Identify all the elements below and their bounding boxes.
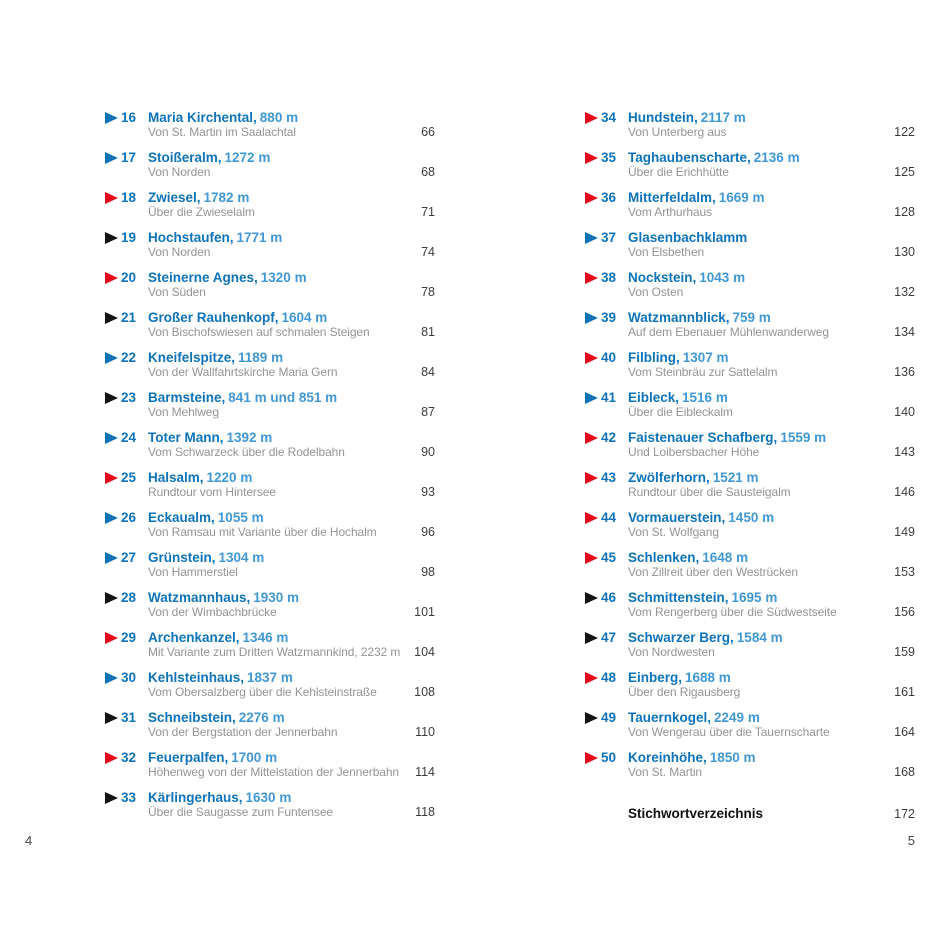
toc-entry [105, 790, 435, 820]
tour-number: 16 [121, 110, 137, 125]
tour-elevation: 880 m [259, 110, 299, 125]
difficulty-triangle-icon [105, 512, 118, 524]
tour-name: Archenkanzel, [148, 630, 240, 645]
tour-title [628, 270, 915, 285]
toc-entry [105, 350, 435, 380]
tour-subtitle: Über die Erichhütte [628, 165, 729, 179]
tour-subtitle: Und Loibersbacher Höhe [628, 445, 760, 459]
difficulty-triangle-icon [585, 632, 598, 644]
tour-title [148, 790, 435, 805]
difficulty-triangle-icon [585, 672, 598, 684]
tour-subtitle: Mit Variante zum Dritten Watzmannkind, 2232 m [148, 645, 401, 659]
tour-page-number: 104 [414, 645, 435, 659]
tour-number: 35 [601, 150, 617, 165]
tour-page-number: 96 [421, 525, 435, 539]
tour-number: 39 [601, 310, 617, 325]
toc-entry [105, 550, 435, 580]
tour-name: Schneibstein, [148, 710, 236, 725]
toc-entry [585, 270, 915, 300]
tour-number: 22 [121, 350, 137, 365]
tour-elevation: 1850 m [709, 750, 756, 765]
tour-subtitle: Von Elsbethen [628, 245, 705, 259]
difficulty-triangle-icon [585, 552, 598, 564]
tour-number: 44 [601, 510, 617, 525]
tour-title [628, 510, 915, 525]
tour-number: 34 [601, 110, 617, 125]
tour-page-number: 140 [894, 405, 915, 419]
toc-entry [585, 710, 915, 740]
toc-entry [585, 230, 915, 260]
difficulty-triangle-icon [105, 792, 118, 804]
index-row [585, 806, 915, 821]
tour-title [148, 750, 435, 765]
toc-entry [585, 350, 915, 380]
tour-name: Tauernkogel, [628, 710, 712, 725]
tour-name: Grünstein, [148, 550, 216, 565]
tour-number: 48 [601, 670, 617, 685]
difficulty-triangle-icon [585, 432, 598, 444]
tour-title [148, 150, 435, 165]
tour-subtitle: Vom Steinbräu zur Sattelalm [628, 365, 778, 379]
index-page-number: 172 [894, 807, 915, 821]
tour-name: Watzmannhaus, [148, 590, 251, 605]
toc-entry [105, 190, 435, 220]
tour-elevation: 1450 m [728, 510, 775, 525]
tour-number: 41 [601, 390, 617, 405]
tour-elevation: 1516 m [682, 390, 728, 405]
tour-subtitle: Über die Eibleckalm [628, 405, 733, 419]
tour-name: Koreinhöhe, [628, 750, 707, 765]
difficulty-triangle-icon [105, 712, 118, 724]
tour-elevation: 1837 m [247, 670, 293, 685]
tour-name: Barmsteine, [148, 390, 226, 405]
tour-subtitle: Vom Arthurhaus [628, 205, 712, 219]
tour-elevation: 1220 m [206, 470, 253, 485]
tour-name: Glasenbachklamm [628, 230, 748, 245]
tour-elevation: 1346 m [242, 630, 289, 645]
difficulty-triangle-icon [585, 152, 598, 164]
toc-entry [585, 390, 915, 420]
tour-title [628, 470, 915, 485]
difficulty-triangle-icon [585, 112, 598, 124]
difficulty-triangle-icon [105, 672, 118, 684]
difficulty-triangle-icon [585, 392, 598, 404]
tour-elevation: 1392 m [226, 430, 273, 445]
tour-name: Toter Mann, [148, 430, 224, 445]
toc-entry [105, 750, 435, 780]
difficulty-triangle-icon [585, 592, 598, 604]
tour-title [148, 310, 435, 325]
difficulty-triangle-icon [585, 272, 598, 284]
tour-title [148, 430, 435, 445]
tour-page-number: 66 [421, 125, 435, 139]
tour-page-number: 149 [894, 525, 915, 539]
toc-entry [105, 510, 435, 540]
tour-number: 33 [121, 790, 137, 805]
toc-entry [105, 270, 435, 300]
tour-title [628, 750, 915, 765]
difficulty-triangle-icon [585, 352, 598, 364]
tour-subtitle: Von Osten [628, 285, 684, 299]
tour-name: Kehlsteinhaus, [148, 670, 245, 685]
tour-name: Steinerne Agnes, [148, 270, 258, 285]
difficulty-triangle-icon [585, 752, 598, 764]
tour-title [628, 590, 915, 605]
tour-number: 50 [601, 750, 617, 765]
tour-title [148, 110, 435, 125]
toc-entry [105, 710, 435, 740]
tour-number: 47 [601, 630, 617, 645]
folio-left: 4 [25, 833, 33, 848]
difficulty-triangle-icon [105, 312, 118, 324]
tour-number: 42 [601, 430, 617, 445]
folio-right: 5 [907, 833, 915, 848]
tour-page-number: 81 [421, 325, 435, 339]
difficulty-triangle-icon [585, 232, 598, 244]
tour-number: 32 [121, 750, 137, 765]
tour-page-number: 168 [894, 765, 915, 779]
right-page-column [585, 110, 915, 821]
tour-subtitle: Vom Schwarzeck über die Rodelbahn [148, 445, 345, 459]
difficulty-triangle-icon [105, 232, 118, 244]
tour-number: 29 [121, 630, 137, 645]
difficulty-triangle-icon [105, 272, 118, 284]
tour-elevation: 1604 m [281, 310, 328, 325]
tour-subtitle: Von St. Wolfgang [628, 525, 719, 539]
tour-elevation: 1771 m [236, 230, 283, 245]
tour-name: Hochstaufen, [148, 230, 234, 245]
tour-number: 46 [601, 590, 617, 605]
tour-title [148, 230, 435, 245]
tour-subtitle: Über die Saugasse zum Funtensee [148, 805, 334, 819]
tour-number: 45 [601, 550, 617, 565]
tour-name: Watzmannblick, [628, 310, 730, 325]
tour-title [148, 390, 435, 405]
tour-page-number: 118 [415, 805, 435, 819]
tour-subtitle: Von Mehlweg [148, 405, 219, 419]
difficulty-triangle-icon [585, 312, 598, 324]
tour-number: 18 [121, 190, 137, 205]
difficulty-triangle-icon [105, 752, 118, 764]
tour-number: 28 [121, 590, 137, 605]
difficulty-triangle-icon [105, 632, 118, 644]
tour-name: Stoißeralm, [148, 150, 222, 165]
tour-title [148, 190, 435, 205]
tour-number: 27 [121, 550, 137, 565]
difficulty-triangle-icon [585, 512, 598, 524]
tour-title [148, 510, 435, 525]
tour-elevation: 1043 m [699, 270, 746, 285]
tour-name: Kneifelspitze, [148, 350, 236, 365]
tour-elevation: 1630 m [245, 790, 292, 805]
toc-entry [585, 550, 915, 580]
tour-page-number: 101 [414, 605, 435, 619]
toc-entry [585, 670, 915, 700]
tour-subtitle: Von St. Martin [628, 765, 702, 779]
tour-page-number: 146 [894, 485, 915, 499]
tour-subtitle: Von der Wallfahrtskirche Maria Gern [148, 365, 338, 379]
tour-number: 26 [121, 510, 137, 525]
tour-name: Einberg, [628, 670, 683, 685]
toc-entry [585, 630, 915, 660]
tour-number: 36 [601, 190, 617, 205]
tour-subtitle: Vom Obersalzberg über die Kehlsteinstraße [148, 685, 377, 699]
toc-entry [105, 670, 435, 700]
toc-entry [105, 150, 435, 180]
tour-page-number: 90 [421, 445, 435, 459]
tour-name: Faistenauer Schafberg, [628, 430, 778, 445]
tour-title [628, 230, 915, 245]
tour-title [148, 270, 435, 285]
tour-name: Eckaualm, [148, 510, 215, 525]
tour-subtitle: Von der Bergstation der Jennerbahn [148, 725, 338, 739]
tour-name: Mitterfeldalm, [628, 190, 716, 205]
toc-entry [105, 110, 435, 140]
tour-subtitle: Über die Zwieselalm [148, 205, 255, 219]
difficulty-triangle-icon [105, 192, 118, 204]
tour-title [628, 150, 915, 165]
tour-page-number: 110 [415, 725, 435, 739]
tour-number: 37 [601, 230, 617, 245]
tour-title [148, 550, 435, 565]
tour-subtitle: Rundtour vom Hintersee [148, 485, 276, 499]
tour-name: Feuerpalfen, [148, 750, 229, 765]
tour-elevation: 2117 m [700, 110, 746, 125]
tour-elevation: 1272 m [224, 150, 271, 165]
toc-entry [585, 430, 915, 460]
tour-elevation: 1700 m [231, 750, 278, 765]
tour-title [628, 350, 915, 365]
tour-name: Schlenken, [628, 550, 700, 565]
tour-number: 49 [601, 710, 617, 725]
tour-subtitle: Von Norden [148, 165, 211, 179]
tour-page-number: 98 [421, 565, 435, 579]
tour-name: Hundstein, [628, 110, 698, 125]
tour-elevation: 1669 m [718, 190, 765, 205]
tour-number: 43 [601, 470, 617, 485]
tour-subtitle: Rundtour über die Sausteigalm [628, 485, 791, 499]
tour-page-number: 136 [894, 365, 915, 379]
tour-elevation: 1189 m [238, 350, 284, 365]
toc-entry [585, 590, 915, 620]
difficulty-triangle-icon [105, 352, 118, 364]
difficulty-triangle-icon [585, 472, 598, 484]
tour-elevation: 2276 m [238, 710, 285, 725]
tour-page-number: 71 [421, 205, 435, 219]
tour-subtitle: Vom Rengerberg über die Südwestseite [628, 605, 837, 619]
tour-elevation: 2136 m [753, 150, 800, 165]
tour-page-number: 164 [894, 725, 915, 739]
tour-page-number: 93 [421, 485, 435, 499]
tour-title [148, 590, 435, 605]
tour-page-number: 143 [894, 445, 915, 459]
tour-elevation: 1320 m [260, 270, 307, 285]
tour-elevation: 1304 m [218, 550, 265, 565]
tour-title [148, 710, 435, 725]
tour-elevation: 1521 m [712, 470, 759, 485]
tour-page-number: 128 [894, 205, 915, 219]
tour-elevation: 1695 m [731, 590, 778, 605]
tour-subtitle: Von Norden [148, 245, 211, 259]
toc-entry [105, 630, 435, 660]
tour-title [628, 430, 915, 445]
tour-subtitle: Von Ramsau mit Variante über die Hochalm [148, 525, 377, 539]
toc-entry [585, 310, 915, 340]
tour-subtitle: Über den Rigausberg [628, 685, 741, 699]
tour-subtitle: Von Bischofswiesen auf schmalen Steigen [148, 325, 370, 339]
tour-elevation: 1648 m [702, 550, 749, 565]
tour-number: 19 [121, 230, 137, 245]
tour-subtitle: Von Hammerstiel [148, 565, 238, 579]
tour-number: 20 [121, 270, 137, 285]
toc-entry [585, 150, 915, 180]
tour-name: Eibleck, [628, 390, 680, 405]
tour-number: 24 [121, 430, 137, 445]
difficulty-triangle-icon [105, 152, 118, 164]
tour-page-number: 114 [415, 765, 435, 779]
tour-number: 23 [121, 390, 137, 405]
tour-name: Halsalm, [148, 470, 204, 485]
tour-elevation: 841 m und 851 m [228, 390, 338, 405]
difficulty-triangle-icon [105, 472, 118, 484]
toc-entry [105, 470, 435, 500]
tour-subtitle: Von der Wimbachbrücke [148, 605, 277, 619]
index-label: Stichwortverzeichnis [628, 806, 764, 821]
difficulty-triangle-icon [105, 392, 118, 404]
tour-title [628, 550, 915, 565]
difficulty-triangle-icon [105, 552, 118, 564]
tour-name: Schmittenstein, [628, 590, 729, 605]
toc-entry [585, 190, 915, 220]
toc-entry [585, 470, 915, 500]
tour-title [148, 630, 435, 645]
tour-page-number: 87 [421, 405, 435, 419]
tour-page-number: 122 [894, 125, 915, 139]
tour-subtitle: Von St. Martin im Saalachtal [148, 125, 296, 139]
tour-name: Zwölferhorn, [628, 470, 710, 485]
tour-number: 40 [601, 350, 617, 365]
toc-entry [105, 230, 435, 260]
toc-entry [105, 390, 435, 420]
tour-page-number: 68 [421, 165, 435, 179]
tour-page-number: 125 [894, 165, 915, 179]
tour-name: Kärlingerhaus, [148, 790, 243, 805]
tour-page-number: 153 [894, 565, 915, 579]
tour-name: Maria Kirchental, [148, 110, 257, 125]
tour-title [628, 310, 915, 325]
tour-title [628, 670, 915, 685]
tour-name: Schwarzer Berg, [628, 630, 734, 645]
tour-page-number: 134 [894, 325, 915, 339]
tour-elevation: 759 m [732, 310, 771, 325]
toc-entry [585, 510, 915, 540]
tour-elevation: 1782 m [203, 190, 250, 205]
tour-number: 21 [121, 310, 137, 325]
tour-title [628, 710, 915, 725]
tour-title [148, 670, 435, 685]
tour-name: Nockstein, [628, 270, 697, 285]
difficulty-triangle-icon [105, 592, 118, 604]
tour-subtitle: Von Zillreit über den Westrücken [628, 565, 798, 579]
tour-elevation: 1584 m [736, 630, 783, 645]
tour-title [628, 390, 915, 405]
tour-title [628, 630, 915, 645]
tour-subtitle: Höhenweg von der Mittelstation der Jennerbahn [148, 765, 399, 779]
tour-name: Vormauerstein, [628, 510, 726, 525]
tour-elevation: 1055 m [217, 510, 264, 525]
tour-elevation: 1930 m [253, 590, 300, 605]
difficulty-triangle-icon [585, 712, 598, 724]
tour-subtitle: Von Wengerau über die Tauernscharte [628, 725, 830, 739]
tour-page-number: 156 [894, 605, 915, 619]
tour-name: Taghaubenscharte, [628, 150, 751, 165]
tour-page-number: 161 [894, 685, 915, 699]
difficulty-triangle-icon [105, 112, 118, 124]
tour-page-number: 132 [894, 285, 915, 299]
tour-elevation: 1307 m [682, 350, 729, 365]
tour-page-number: 78 [421, 285, 435, 299]
toc-entry [585, 110, 915, 140]
tour-elevation: 1559 m [780, 430, 827, 445]
tour-title [148, 350, 435, 365]
tour-title [628, 190, 915, 205]
tour-number: 30 [121, 670, 137, 685]
tour-elevation: 2249 m [714, 710, 760, 725]
toc-entry [585, 750, 915, 780]
tour-title [628, 110, 915, 125]
tour-subtitle: Von Unterberg aus [628, 125, 727, 139]
tour-page-number: 130 [894, 245, 915, 259]
left-page-column [105, 110, 435, 830]
toc-entry [105, 430, 435, 460]
tour-subtitle: Von Nordwesten [628, 645, 715, 659]
tour-name: Großer Rauhenkopf, [148, 310, 279, 325]
tour-elevation: 1688 m [685, 670, 731, 685]
difficulty-triangle-icon [105, 432, 118, 444]
tour-page-number: 159 [894, 645, 915, 659]
tour-title [148, 470, 435, 485]
tour-name: Zwiesel, [148, 190, 201, 205]
tour-page-number: 84 [421, 365, 435, 379]
tour-name: Filbling, [628, 350, 680, 365]
difficulty-triangle-icon [585, 192, 598, 204]
tour-number: 31 [121, 710, 137, 725]
toc-entry [105, 590, 435, 620]
toc-entry [105, 310, 435, 340]
tour-subtitle: Von Süden [148, 285, 206, 299]
tour-number: 17 [121, 150, 137, 165]
tour-number: 38 [601, 270, 617, 285]
tour-number: 25 [121, 470, 137, 485]
tour-page-number: 108 [414, 685, 435, 699]
tour-subtitle: Auf dem Ebenauer Mühlenwanderweg [628, 325, 829, 339]
tour-page-number: 74 [421, 245, 435, 259]
